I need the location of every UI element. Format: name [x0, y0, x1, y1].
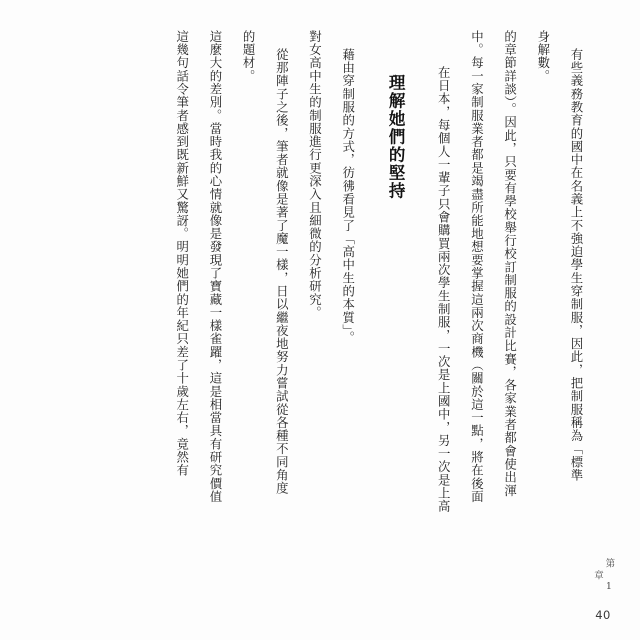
body-column-9: 的章節詳談）。因此，只要有學校舉行校訂制服的設計比賽，各家業者都會使出渾 [502, 30, 518, 497]
body-column-5: 對女高中生的制服進行更深入且細微的分析研究。 [307, 30, 323, 320]
page-body [95, 30, 588, 570]
section-heading: 理解她們的堅持 [386, 74, 406, 200]
body-column-10: 身解數。 [535, 30, 551, 83]
body-column-7: 在日本，每個人一輩子只會購買兩次學生制服，一次是上國中，另一次是上高 [436, 66, 452, 513]
body-column-6: 藉由穿制服的方式，彷彿看見了「高中生的本質」。 [340, 48, 356, 345]
body-column-4: 從那陣子之後，筆者就像是著了魔一樣，日以繼夜地努力嘗試從各種不同角度 [274, 48, 290, 495]
page-number: 40 [595, 608, 611, 622]
body-column-2: 這麼大的差別。當時我的心情就像是發現了寶藏一樣雀躍，這是相當具有研究價值 [207, 30, 223, 504]
body-column-11: 有些義務教育的國中在名義上不強迫學生穿制服，因此，把制服稱為「標準 [569, 48, 584, 482]
page-footer [586, 552, 620, 622]
body-column-3: 的題材。 [241, 30, 257, 83]
body-column-8: 中。每一家制服業者都是竭盡所能地想要掌握這兩次商機（關於這一點，將在後面 [469, 30, 485, 504]
body-column-1: 這幾句話令筆者感到既新鮮又驚訝。明明她們的年紀只差了十歲左右，竟然有 [174, 30, 190, 477]
chapter-marker: 第 1 章 [592, 557, 615, 593]
